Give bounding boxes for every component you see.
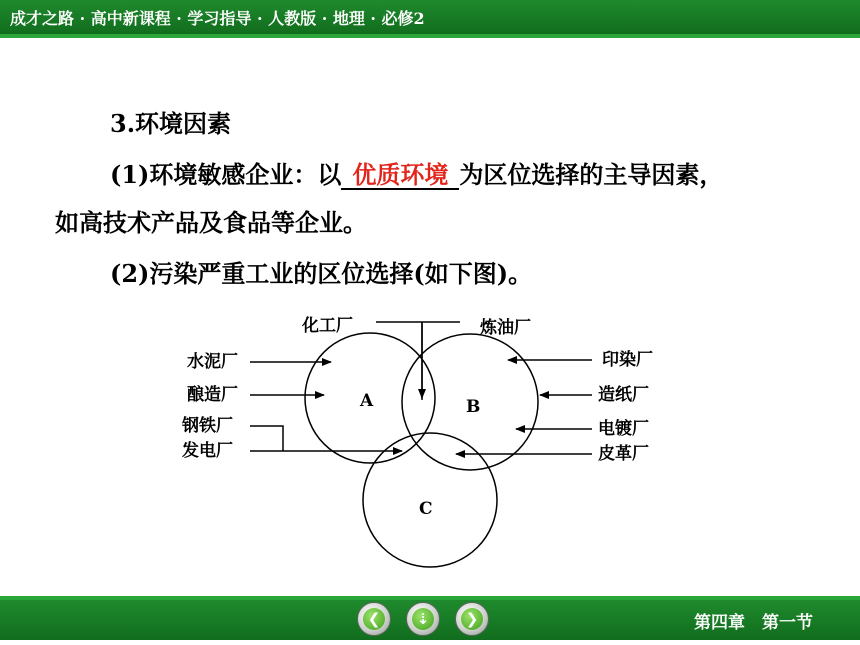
item1-prefix: (1)环境敏感企业：以: [110, 160, 342, 189]
item2-line: (2)污染严重工业的区位选择(如下图)。: [110, 259, 533, 288]
arrow-down-icon: ⇣: [412, 608, 434, 630]
top-connector-line: [376, 322, 460, 400]
section-heading: 3.环境因素: [110, 109, 232, 138]
item1-answer-blank: 优质环境: [341, 162, 459, 190]
circle-b-label: B: [466, 397, 481, 417]
label-power-plant: 发电厂: [182, 441, 233, 461]
steel-connector-line: [250, 426, 283, 451]
label-refinery: 炼油厂: [480, 318, 531, 338]
header-divider: [0, 34, 860, 38]
circle-a-label: A: [360, 391, 374, 411]
label-tannery: 皮革厂: [598, 444, 649, 464]
venn-diagram: [0, 300, 860, 570]
chapter-label: 第四章 第一节: [694, 613, 813, 633]
item1-continuation: 如高技术产品及食品等企业。: [55, 208, 367, 237]
header-title: 成才之路 · 高中新课程 · 学习指导 · 人教版 · 地理 · 必修2: [10, 9, 425, 28]
item1-suffix: 为区位选择的主导因素，: [459, 160, 724, 189]
label-cement-plant: 水泥厂: [187, 352, 238, 372]
circle-c-label: C: [419, 499, 433, 519]
menu-down-button[interactable]: [406, 602, 440, 636]
label-paper-mill: 造纸厂: [598, 385, 649, 405]
label-brewery: 酿造厂: [187, 385, 238, 405]
label-steel-plant: 钢铁厂: [182, 416, 233, 436]
item1-line: [110, 155, 723, 190]
prev-slide-button[interactable]: [357, 602, 391, 636]
label-chemical-plant: 化工厂: [302, 316, 353, 336]
arrow-right-icon: ❯: [461, 608, 483, 630]
label-electroplating: 电镀厂: [598, 419, 649, 439]
header-bar: [0, 0, 860, 34]
label-dyeing-plant: 印染厂: [602, 350, 653, 370]
next-slide-button[interactable]: [455, 602, 489, 636]
arrow-left-icon: ❮: [363, 608, 385, 630]
